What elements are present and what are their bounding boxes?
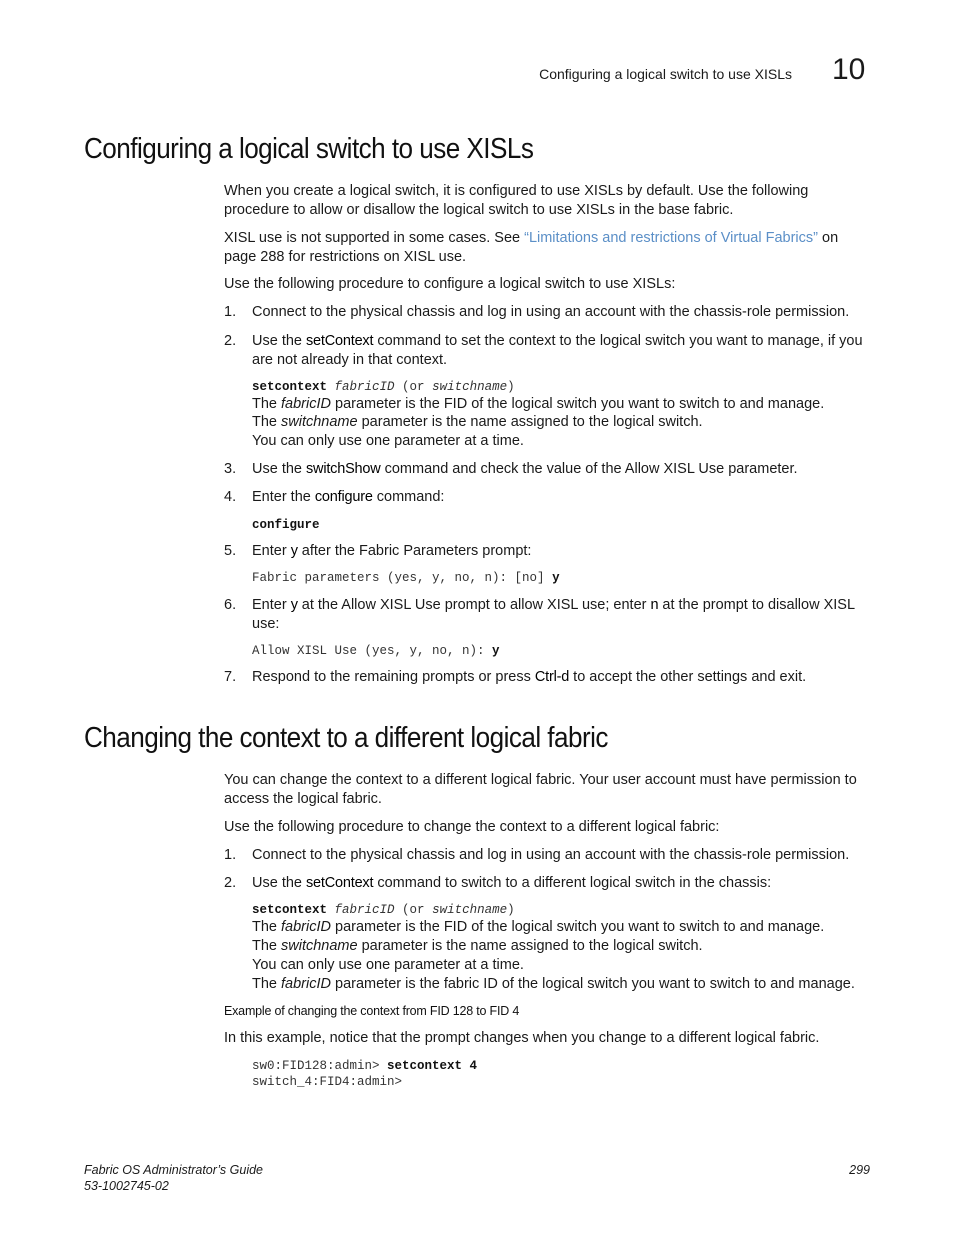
command-configure: configure bbox=[314, 489, 373, 505]
command-setcontext: setContext bbox=[306, 333, 374, 349]
paragraph-fabricid-param: The fabricID parameter is the FID of the logical switch you want to switch to and manage. bbox=[252, 919, 825, 935]
paragraph-one-param: You can only use one parameter at a time. bbox=[252, 433, 524, 449]
code-setcontext: setcontext fabricID (or switchname) bbox=[252, 903, 515, 917]
code-configure: configure bbox=[252, 518, 320, 532]
footer-page-number: 299 bbox=[849, 1163, 870, 1177]
command-setcontext: setContext bbox=[306, 875, 374, 891]
code-fabric-parameters: Fabric parameters (yes, y, no, n): [no] y bbox=[252, 571, 560, 585]
footer-doc-number: 53-1002745-02 bbox=[84, 1179, 169, 1193]
link-limitations[interactable]: “Limitations and restrictions of Virtual Fabrics” bbox=[524, 230, 818, 246]
code-setcontext: setcontext fabricID (or switchname) bbox=[252, 380, 515, 394]
paragraph-change-intro: You can change the context to a different logical fabric. Your user account must have permission to access the logical fabric. bbox=[224, 772, 857, 807]
chapter-number: 10 bbox=[832, 53, 866, 86]
command-switchshow: switchShow bbox=[306, 461, 381, 477]
code-example: sw0:FID128:admin> setcontext 4 switch_4:FID4:admin> bbox=[252, 1059, 478, 1089]
paragraph-xisl-support: XISL use is not supported in some cases. See “Limitations and restrictions of Virtual Fabrics” on page 288 for restrictions on XISL use. bbox=[224, 230, 839, 265]
paragraph-fabricid-param: The fabricID parameter is the FID of the logical switch you want to switch to and manage. bbox=[252, 396, 825, 412]
paragraph-switchname-param: The switchname parameter is the name assigned to the logical switch. bbox=[252, 414, 703, 430]
section-heading-change-context: Changing the context to a different logical fabric bbox=[84, 722, 608, 754]
paragraph-fabricid-fabric-id: The fabricID parameter is the fabric ID of the logical switch you want to switch to and manage. bbox=[252, 976, 855, 992]
paragraph-change-procedure: Use the following procedure to change the context to a different logical fabric: bbox=[224, 819, 720, 835]
paragraph-switchname-param: The switchname parameter is the name assigned to the logical switch. bbox=[252, 938, 703, 954]
section-heading-xisl: Configuring a logical switch to use XISLs bbox=[84, 133, 534, 165]
command-ctrl-d: Ctrl-d bbox=[534, 669, 570, 685]
running-header-title: Configuring a logical switch to use XISLs bbox=[539, 66, 792, 82]
footer-book-title: Fabric OS Administrator’s Guide bbox=[84, 1163, 263, 1177]
paragraph-example-intro: In this example, notice that the prompt changes when you change to a different logical fabric. bbox=[224, 1030, 820, 1046]
paragraph-procedure-intro: Use the following procedure to configure a logical switch to use XISLs: bbox=[224, 276, 676, 292]
paragraph-one-param: You can only use one parameter at a time. bbox=[252, 957, 524, 973]
code-allow-xisl: Allow XISL Use (yes, y, no, n): y bbox=[252, 644, 500, 658]
example-heading: Example of changing the context from FID 128 to FID 4 bbox=[224, 1004, 520, 1018]
paragraph-intro: When you create a logical switch, it is configured to use XISLs by default. Use the following procedure to allow or disallow the logical switch to use XISLs in the base fabric. bbox=[224, 183, 809, 218]
